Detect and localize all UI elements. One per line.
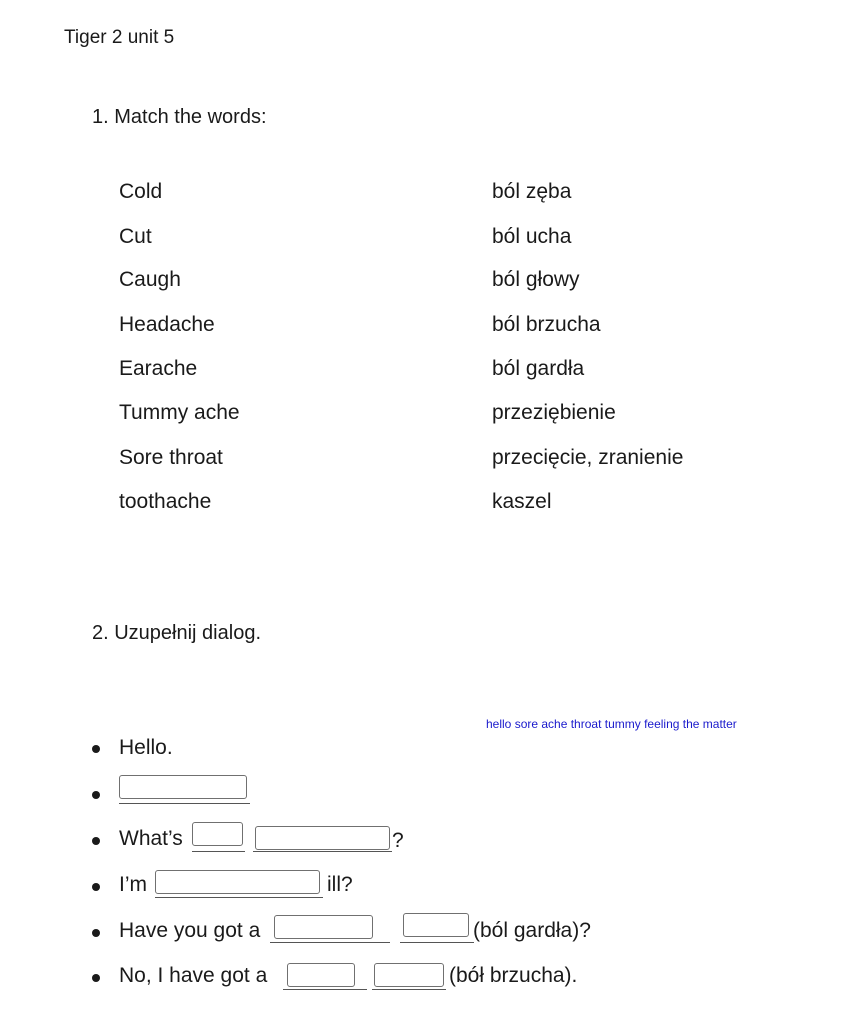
answer-underline — [270, 942, 390, 943]
bullet-icon — [92, 745, 100, 753]
english-word-cut: Cut — [119, 225, 152, 248]
answer-blank-8[interactable] — [374, 963, 444, 987]
dialog-line-have-you-got: Have you got a — [119, 919, 261, 942]
polish-word: kaszel — [492, 490, 552, 513]
english-word-earache: Earache — [119, 357, 198, 380]
polish-word: ból zęba — [492, 180, 572, 203]
dialog-line-im: I’m — [119, 873, 147, 896]
answer-blank-3[interactable] — [255, 826, 390, 850]
answer-underline — [253, 851, 392, 852]
english-word-cold: Cold — [119, 180, 163, 203]
english-word-sore-throat: Sore throat — [119, 446, 223, 469]
dialog-line-whats: What’s — [119, 827, 183, 850]
answer-underline — [155, 897, 323, 898]
answer-blank-5[interactable] — [274, 915, 373, 939]
bullet-icon — [92, 791, 100, 799]
bullet-icon — [92, 883, 100, 891]
polish-word: ból głowy — [492, 268, 580, 291]
exercise-2-heading: 2. Uzupełnij dialog. — [92, 622, 261, 644]
answer-underline — [372, 989, 446, 990]
polish-word: ból gardła — [492, 357, 585, 380]
polish-word: przeziębienie — [492, 401, 616, 424]
english-word-headache: Headache — [119, 313, 215, 336]
english-word-caugh: Caugh — [119, 268, 181, 291]
answer-underline — [400, 942, 474, 943]
answer-underline — [119, 803, 250, 804]
bullet-icon — [92, 974, 100, 982]
bullet-icon — [92, 929, 100, 937]
answer-underline — [283, 989, 367, 990]
question-mark: ? — [392, 829, 404, 852]
dialog-text-bol-brzucha: (bół brzucha). — [449, 964, 578, 987]
polish-word: ból brzucha — [492, 313, 601, 336]
bullet-icon — [92, 837, 100, 845]
dialog-text-ill: ill? — [327, 873, 353, 896]
english-word-tummy-ache: Tummy ache — [119, 401, 240, 424]
english-word-toothache: toothache — [119, 490, 212, 513]
answer-blank-6[interactable] — [403, 913, 469, 937]
dialog-text-bol-gardla: (ból gardła)? — [473, 919, 591, 942]
answer-blank-2[interactable] — [192, 822, 243, 846]
dialog-line-hello: Hello. — [119, 736, 173, 759]
answer-blank-4[interactable] — [155, 870, 320, 894]
answer-blank-1[interactable] — [119, 775, 247, 799]
answer-blank-7[interactable] — [287, 963, 355, 987]
word-bank: hello sore ache throat tummy feeling the matter — [486, 717, 737, 731]
polish-word: ból ucha — [492, 225, 572, 248]
dialog-line-no-i-have-got: No, I have got a — [119, 964, 268, 987]
answer-underline — [192, 851, 245, 852]
exercise-1-heading: 1. Match the words: — [92, 106, 267, 128]
polish-word: przecięcie, zranienie — [492, 446, 684, 469]
document-title: Tiger 2 unit 5 — [64, 27, 175, 48]
